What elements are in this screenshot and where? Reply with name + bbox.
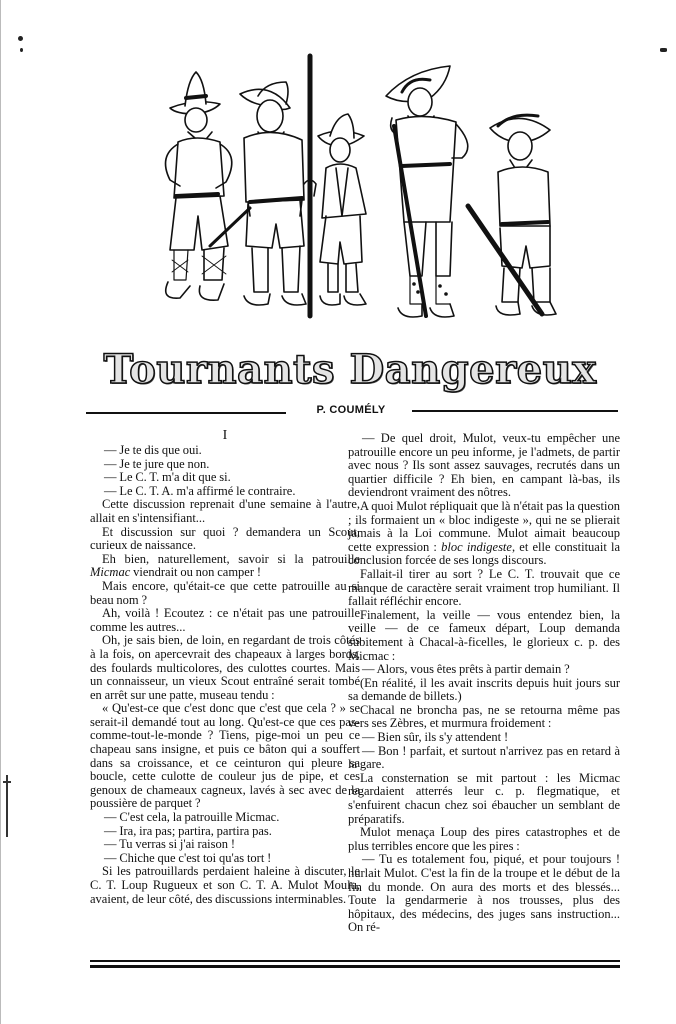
paragraph: — Chiche que c'est toi qu'as tort ! bbox=[104, 850, 272, 865]
scout-figure bbox=[240, 56, 316, 316]
margin-mark bbox=[6, 775, 8, 837]
paragraph bbox=[348, 500, 620, 568]
paragraph: « Qu'est-ce que c'est donc que c'est que cela ? » se serait-il demandé tout au long. Qu'est-ce que ces pas-comme-tout-le-monde ? Tiens, pige-moi un peu ce chapeau sans insigne, et puis ce bâton qui a souffert dans sa croissance, et ce ceinturon qui pleure sa boucle, cette culotte de couleur jus de pipe, et ces genoux de chameaux cagneux, lavés à sec avec de la poussière de parquet ? bbox=[90, 701, 360, 811]
chapter-number: I bbox=[222, 428, 228, 443]
byline-rule bbox=[412, 410, 618, 412]
scout-figure bbox=[386, 66, 468, 317]
text-span: viendrait ou non camper ! bbox=[130, 565, 262, 580]
paragraph: — Je te jure que non. bbox=[104, 456, 210, 471]
byline-row bbox=[86, 403, 618, 421]
text-span: , et elle constituait la conclusion forcée de ses longs discours. bbox=[348, 539, 620, 568]
article-title: Tournants Dangereux bbox=[103, 346, 597, 393]
paragraph: Mulot menaça Loup des pires catastrophes et de plus terribles encore que les pires : bbox=[348, 825, 620, 853]
scout-figure bbox=[468, 115, 556, 315]
bottom-rule bbox=[90, 960, 620, 962]
byline-rule bbox=[86, 412, 286, 414]
paragraph: — Le C. T. m'a dit que si. bbox=[104, 470, 231, 485]
paragraph bbox=[90, 553, 360, 580]
text-span: Eh bien, naturellement, savoir si la patrouille bbox=[102, 551, 360, 566]
paragraph: Oh, je sais bien, de loin, en regardant de trois côtés à la fois, on apercevrait des chapeaux à larges bords, des foulards multicolores, des culottes courtes. Mais un connaisseur, un vieux Scout entraîné serait tombé en arrêt sur une patte, museau tendu : bbox=[90, 633, 360, 702]
paragraph: Ah, voilà ! Ecoutez : ce n'était pas une patrouille comme les autres... bbox=[90, 606, 360, 634]
paragraph: Finalement, la veille — vous entendez bien, la veille — de ce fameux départ, Loup demanda subitement à Chacal-à-ficelles, le glorieux c. p. des Micmac : bbox=[348, 607, 620, 663]
paragraph: Chacal ne broncha pas, ne se retourna même pas vers ses Zèbres, et murmura froidement : bbox=[348, 702, 620, 731]
paragraph: — Ira, ira pas; partira, partira pas. bbox=[104, 823, 272, 838]
paragraph: Si les patrouillards perdaient haleine à discuter, le C. T. Loup Rugueux et son C. T. A. Mulot Moulu, avaient, de leur côté, des discussions interminables. bbox=[90, 864, 360, 906]
paragraph: — Je te dis que oui. bbox=[104, 443, 202, 457]
five-scouts-illustration bbox=[140, 46, 580, 336]
ink-speck bbox=[18, 36, 23, 41]
paragraph: — Alors, vous êtes prêts à partir demain ? bbox=[362, 662, 570, 677]
text-span: A quoi Mulot répliquait que là n'était pas la question ; ils formaient un « bloc indigeste », qui ne se plierait jamais à la Loi commune. Mulot aimait beaucoup cette expression : bbox=[348, 498, 620, 554]
paragraph: La consternation se mit partout : les Micmac regardaient atterrés leur c. p. flegmatique, et s'enfuirent chacun chez soi ébaucher un semblant de préparatifs. bbox=[348, 770, 620, 826]
right-column bbox=[348, 432, 620, 935]
paragraph: Mais encore, qu'était-ce que cette patrouille au si beau nom ? bbox=[90, 578, 360, 607]
paragraph: — Bon ! parfait, et surtout n'arrivez pas en retard à la gare. bbox=[348, 743, 620, 772]
scout-figure bbox=[166, 72, 251, 300]
paragraph: Et discussion sur quoi ? demandera un Scout, curieux de naissance. bbox=[90, 524, 360, 553]
paragraph: — Bien sûr, ils s'y attendent ! bbox=[362, 730, 509, 745]
paragraph: (En réalité, il les avait inscrits depuis huit jours sur sa demande de billets.) bbox=[348, 675, 620, 704]
scout-figure bbox=[318, 114, 366, 305]
ink-speck bbox=[20, 48, 23, 52]
paragraph: Fallait-il tirer au sort ? Le C. T. trouvait que ce manque de caractère serait vraiment trop humiliant. Il fallait réfléchir encore. bbox=[348, 566, 620, 609]
emphasis: Micmac bbox=[90, 565, 131, 580]
left-column bbox=[90, 428, 360, 906]
bottom-rule bbox=[90, 965, 620, 968]
ink-speck bbox=[660, 48, 667, 52]
paragraph: — Le C. T. A. m'a affirmé le contraire. bbox=[104, 483, 296, 498]
paragraph: — C'est cela, la patrouille Micmac. bbox=[104, 810, 280, 825]
paragraph: — Tu verras si j'ai raison ! bbox=[104, 837, 236, 852]
paragraph: — Tu es totalement fou, piqué, et pour toujours ! hurlait Mulot. C'est la fin de la troupe et le début de la fin du monde. On aura des morts et des blessés... Toute la gendarmerie à nos trousses, plus des hôpitaux, des médecins, des juges sans instruction... On ré- bbox=[348, 852, 620, 935]
page-edge bbox=[0, 0, 1, 1024]
paragraph: Cette discussion reprenait d'une semaine à l'autre, allait en s'intensifiant... bbox=[90, 497, 360, 525]
emphasis: bloc indigeste bbox=[441, 539, 512, 554]
author-byline: P. COUMÉLY bbox=[316, 404, 386, 416]
paragraph: — De quel droit, Mulot, veux-tu empêcher une patrouille encore un peu informe, je l'admets, de partir avec nous ? Ils sont assez sauvages, recrutés dans un quartier difficile ? Eh bien, en campant là-bas, ils deviendront vraiment des nôtres. bbox=[348, 431, 620, 500]
